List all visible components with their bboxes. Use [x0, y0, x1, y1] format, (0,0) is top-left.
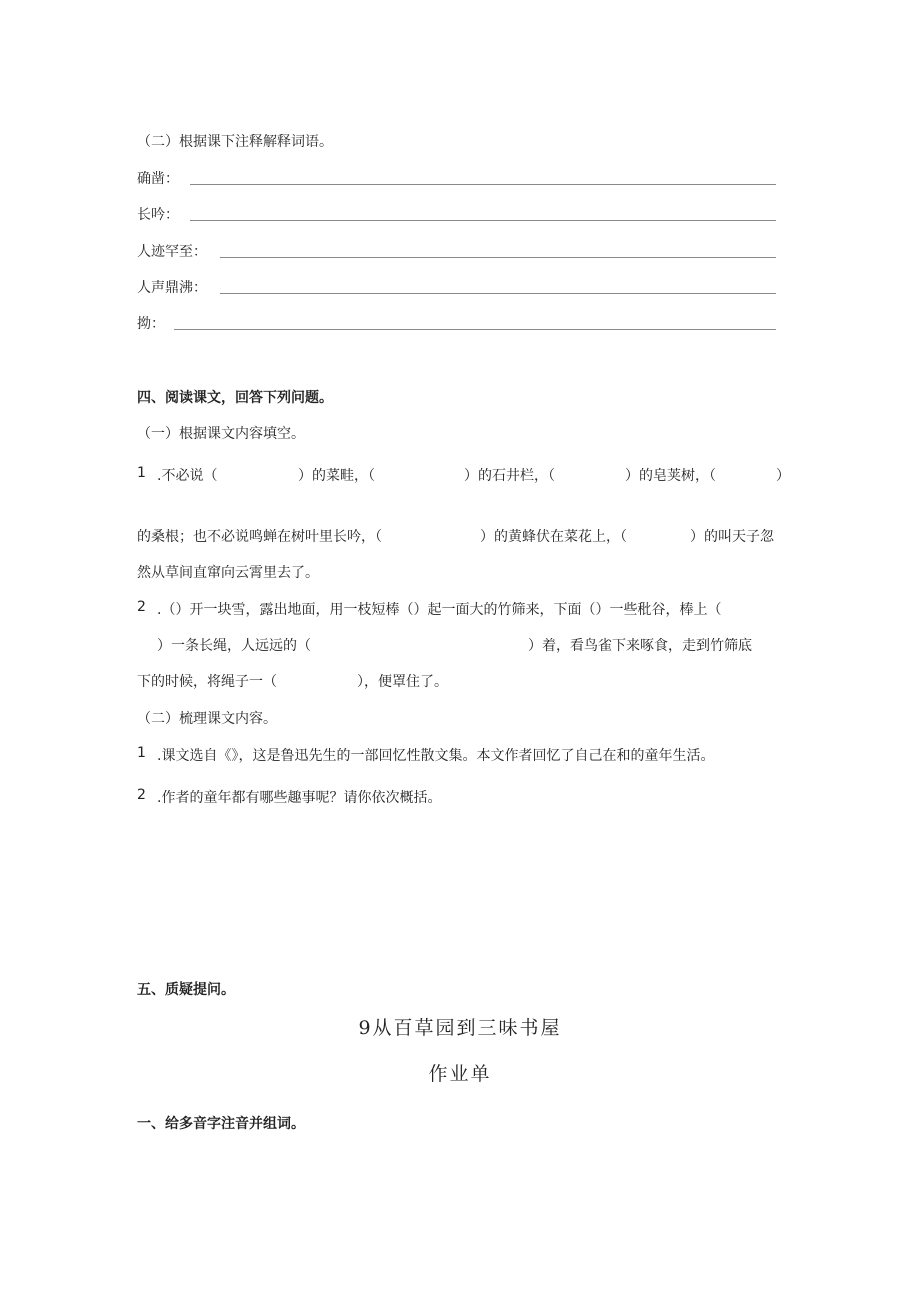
term-label: 拗： — [137, 316, 165, 332]
q1-part2: ）的菜畦，（ — [298, 468, 375, 484]
q1-part5: ） — [776, 468, 790, 484]
r1-number: 1 — [137, 745, 146, 761]
r2-number: 2 — [137, 787, 146, 803]
r1-text: .课文选自《》，这是鲁迅先生的一部回忆性散文集。本文作者回忆了自己在和的童年生活。 — [157, 748, 715, 764]
q2-line3: 下的时候，将绳子一（ — [137, 674, 277, 690]
term-label: 长吟： — [137, 207, 179, 223]
q1-line2b: ）的黄蜂伏在菜花上，（ — [480, 529, 627, 545]
answer-line[interactable] — [190, 184, 776, 185]
worksheet-subtitle: 作业单 — [428, 1063, 492, 1085]
q1-number: 1 — [137, 465, 146, 481]
section2-heading: （二）根据课下注释解释词语。 — [137, 134, 333, 150]
q2-number: 2 — [137, 599, 146, 615]
q2-line2b: ）着，看鸟雀下来啄食，走到竹筛底 — [528, 638, 752, 654]
answer-line[interactable] — [220, 257, 776, 258]
q1-part4: ）的皂荚树，（ — [625, 468, 716, 484]
answer-line[interactable] — [220, 293, 776, 294]
q1-line2c: ）的叫天子忽 — [690, 529, 774, 545]
section4-heading: 四、阅读课文，回答下列问题。 — [137, 390, 333, 406]
answer-line[interactable] — [190, 220, 776, 221]
section1-heading: 一、给多音字注音并组词。 — [137, 1116, 305, 1132]
q2-line1: .（）开一块雪，露出地面，用一枝短棒（）起一面大的竹筛来，下面（）一些秕谷，棒上（ — [157, 602, 722, 618]
term-label: 人迹罕至： — [137, 244, 207, 260]
section4-sub1: （一）根据课文内容填空。 — [137, 426, 305, 442]
q1-part1: .不必说（ — [157, 468, 218, 484]
q2-line3b: ），便罩住了。 — [357, 674, 448, 690]
q2-line2a: ）一条长绳，人远远的（ — [157, 638, 311, 654]
section4-sub2: （二）梳理课文内容。 — [137, 711, 277, 727]
r2-text: .作者的童年都有哪些趣事呢？请你依次概括。 — [157, 790, 442, 806]
section5-heading: 五、质疑提问。 — [137, 982, 235, 998]
q1-line2a: 的桑根；也不必说鸣蝉在树叶里长吟，（ — [137, 529, 382, 545]
term-label: 人声鼎沸： — [137, 280, 207, 296]
q1-line3: 然从草间直窜向云霄里去了。 — [137, 565, 319, 581]
worksheet-title: 9从百草园到三味书屋 — [358, 1017, 562, 1039]
q1-part3: ）的石井栏，（ — [464, 468, 555, 484]
answer-line[interactable] — [174, 329, 776, 330]
term-label: 确凿： — [137, 171, 179, 187]
